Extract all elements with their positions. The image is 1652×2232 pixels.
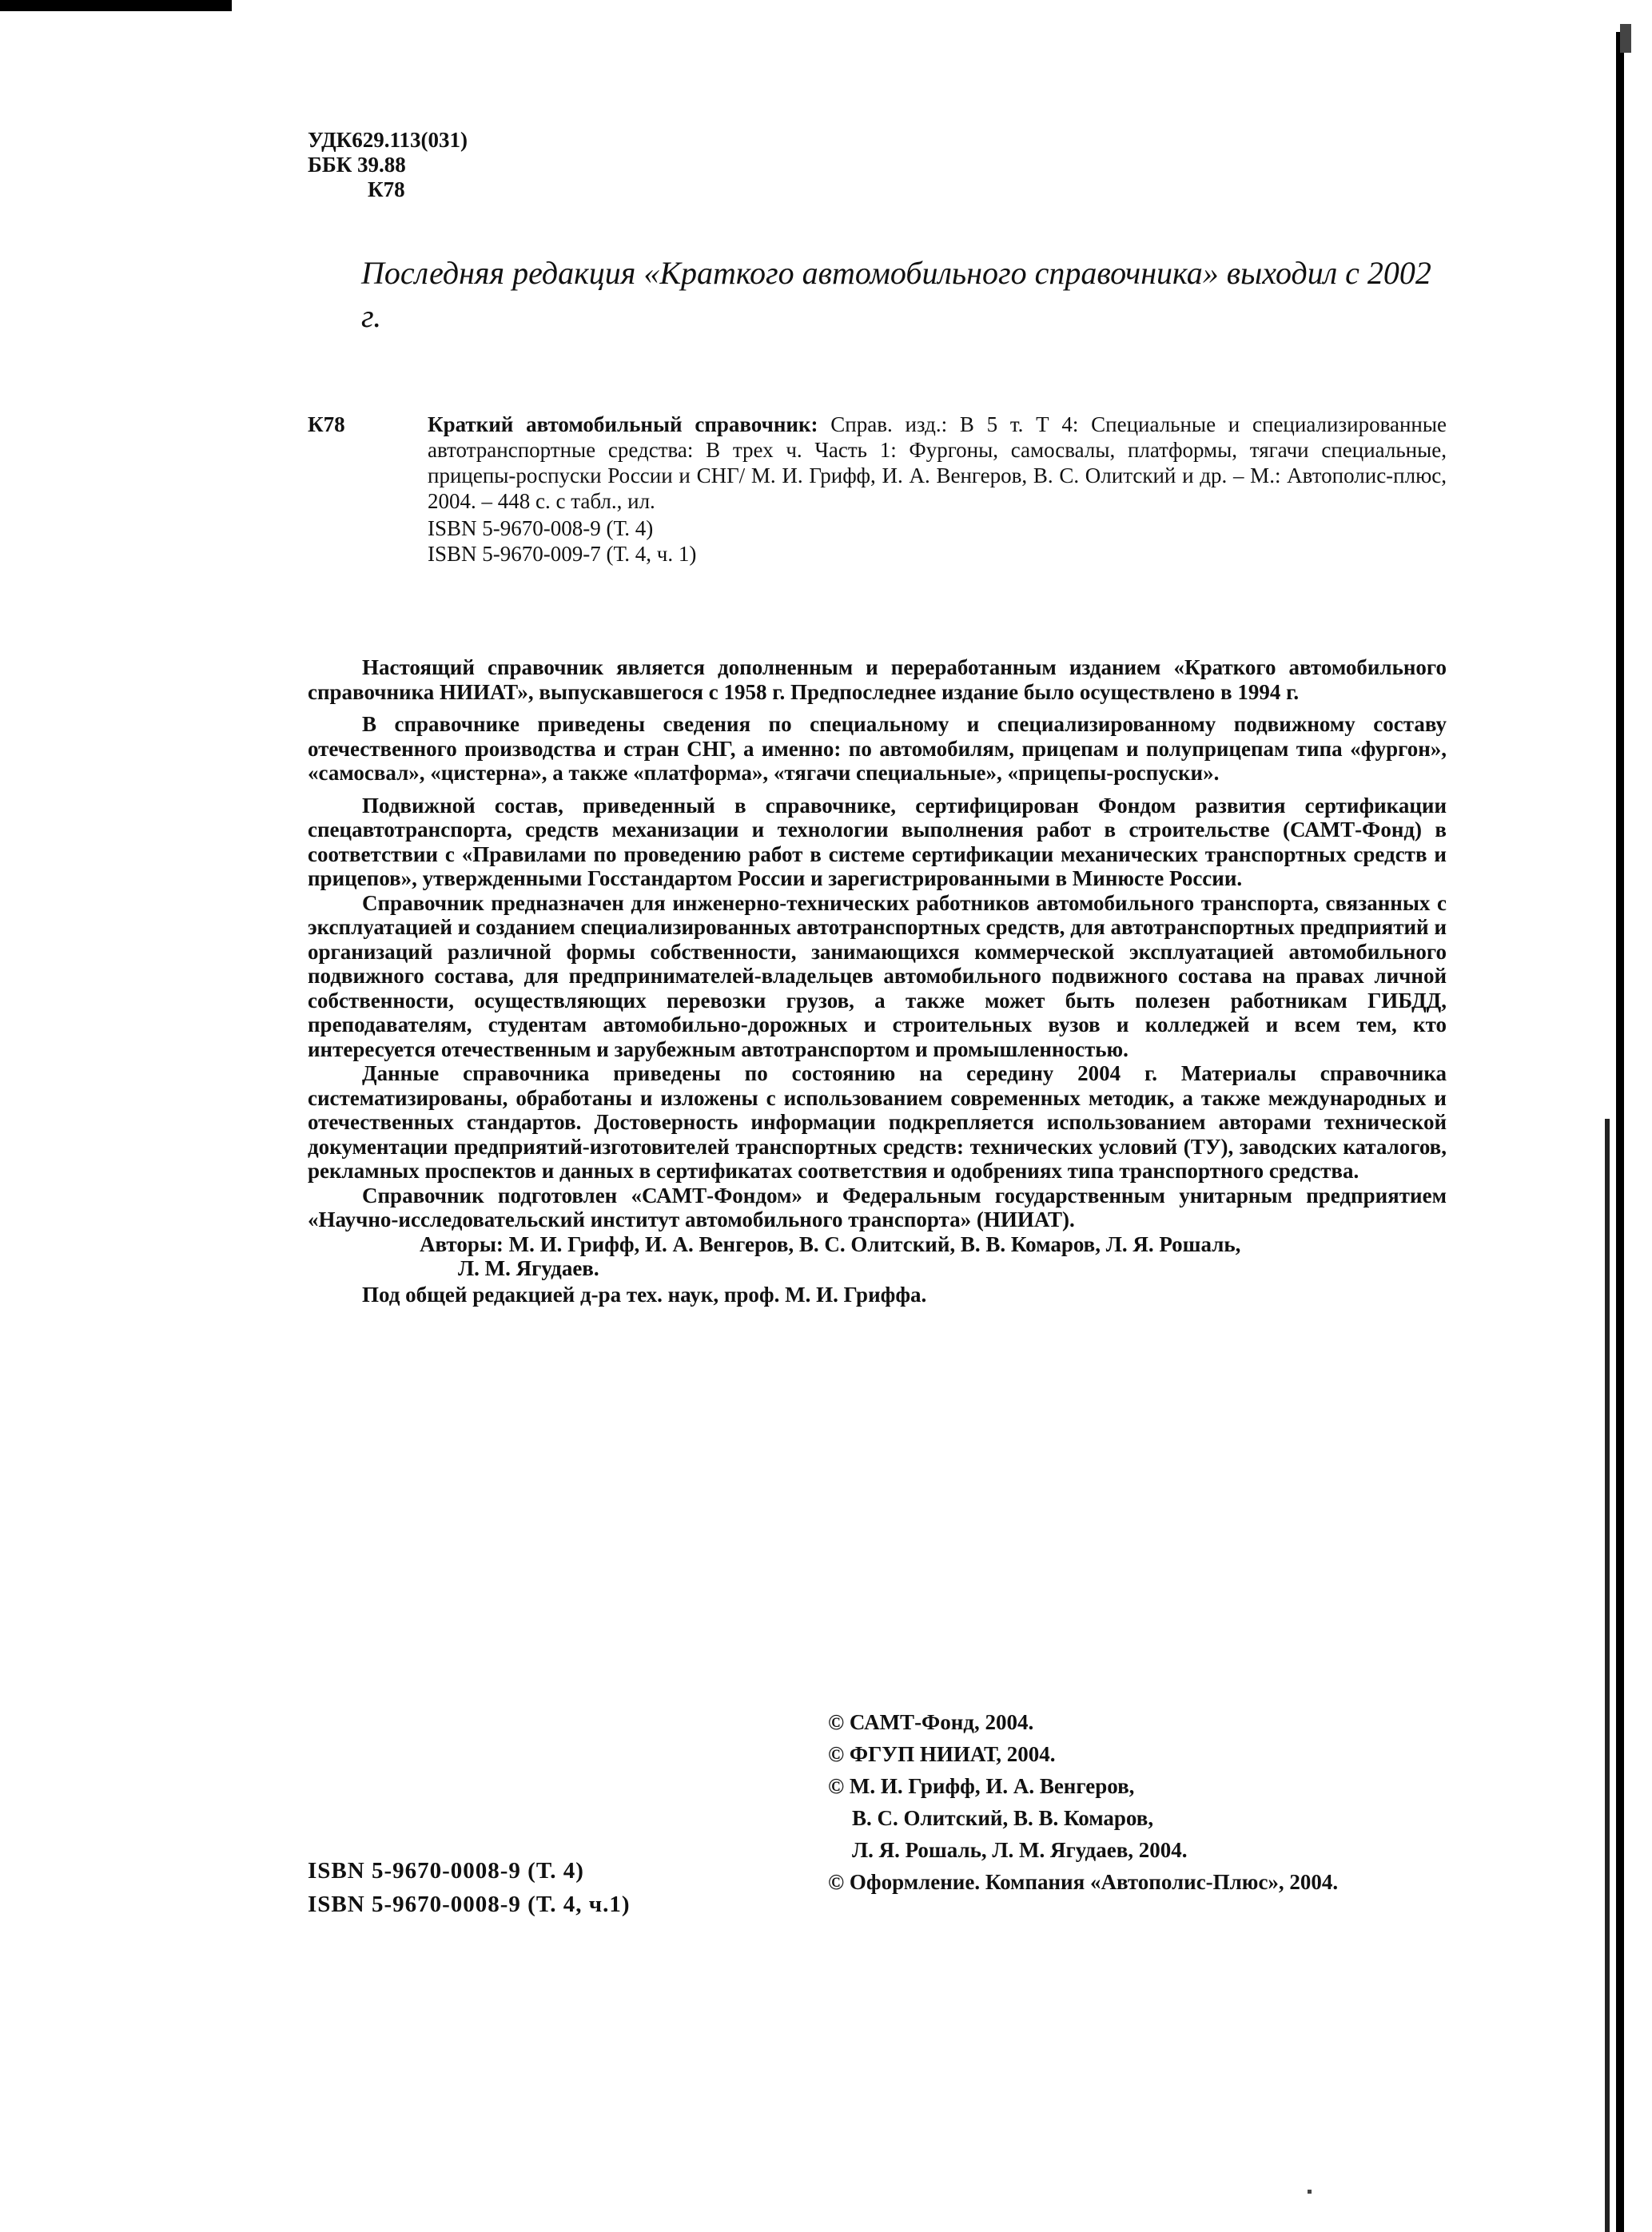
copyright-block [828, 1706, 1338, 1898]
bbk-code: ББК 39.88 [308, 153, 406, 177]
bib-details: Справ. изд.: В 5 т. Т 4: Специальные и специализированные автотранспортные средства: В трех ч. Часть 1: Фургоны, самосвалы, платформы, тягачи специальные, прицепы-роспуски России и СНГ/ М. И. Грифф, И. А. Венгеров, В. С. Олитский и др. – М.: Автополис-плюс, 2004. – 448 с. с табл., ил. [428, 412, 1447, 513]
scan-speck [1620, 24, 1631, 53]
bib-description [428, 412, 1447, 514]
bib-isbn-volume: ISBN 5-9670-008-9 (Т. 4) [428, 516, 654, 540]
paragraph: Справочник подготовлен «САМТ-Фондом» и Федеральным государственным унитарным предприятием «Научно-исследовательский институт автомобильного транспорта» (НИИАТ). [308, 1183, 1447, 1231]
annotation-text [308, 655, 1447, 1307]
paragraph: Подвижной состав, приведенный в справочнике, сертифицирован Фондом развития сертификации спецавтотранспорта, средств механизации и технологии выполнения работ в строительстве (САМТ-Фонд) в соответствии с «Правилами по проведению работ в системе сертификации механических транспортных средств и прицепов», утвержденными Госстандартом России и зарегистрированными в Минюсте России. [308, 793, 1447, 890]
scan-edge-right-inner [1605, 1119, 1610, 2232]
copyright-line: © САМТ-Фонд, 2004. [828, 1710, 1034, 1734]
scan-speck [1308, 2190, 1312, 2194]
copyright-line: В. С. Олитский, В. В. Комаров, [852, 1806, 1154, 1830]
authors-line: Авторы: М. И. Грифф, И. А. Венгеров, В. С. Олитский, В. В. Комаров, Л. Я. Рошаль, [420, 1231, 1241, 1256]
isbn-volume: ISBN 5-9670-0008-9 (Т. 4) [308, 1858, 584, 1884]
authors-line-continued: Л. М. Ягудаев. [458, 1256, 599, 1280]
isbn-block [308, 1854, 631, 1921]
copyright-line: © М. И. Грифф, И. А. Венгеров, [828, 1774, 1135, 1798]
paragraph: Данные справочника приведены по состоянию на середину 2004 г. Материалы справочника систематизированы, обработаны и изложены с использованием современных методик, а также международных и отечественных стандартов. Достоверность информации подкрепляется использованием авторами технической документации предприятий-изготовителей транспортных средств: технических условий (ТУ), заводских каталогов, рекламных проспектов и данных в сертификатах соответствия и одобрениях типа транспортного средства. [308, 1061, 1447, 1183]
scan-edge-right [1616, 32, 1624, 2232]
editor-line: Под общей редакцией д-ра тех. наук, проф. М. И. Гриффа. [362, 1282, 927, 1307]
author-mark: К78 [368, 177, 405, 201]
paragraph: Справочник предназначен для инженерно-технических работников автомобильного транспорта, связанных с эксплуатацией и созданием специализированных автотранспортных средств, для автотранспортных предприятий и организаций различной формы собственности, занимающихся коммерческой эксплуатацией автомобильного подвижного состава, для предпринимателей-владельцев автомобильного подвижного состава на правах личной собственности, осуществляющих перевозки грузов, а также может быть полезен работникам ГИБДД, преподавателям, студентам автомобильно-дорожных и строительных вузов и колледжей и всем тем, кто интересуется отечественным и зарубежным автотранспортом и промышленностью. [308, 890, 1447, 1061]
isbn-part: ISBN 5-9670-0008-9 (Т. 4, ч.1) [308, 1892, 631, 1917]
epigraph: Последняя редакция «Краткого автомобильного справочника» выходил с 2002 г. [361, 255, 1431, 334]
bib-code: К78 [308, 412, 345, 436]
bib-title: Краткий автомобильный справочник: [428, 412, 818, 436]
udk-code: УДК629.113(031) [308, 128, 468, 152]
copyright-line: © Оформление. Компания «Автополис-Плюс», 2004. [828, 1870, 1339, 1894]
scan-edge-top [0, 0, 232, 11]
bibliographic-entry [308, 412, 1447, 567]
copyright-line: © ФГУП НИИАТ, 2004. [828, 1742, 1056, 1766]
classification-block [308, 128, 468, 202]
bib-isbn-part: ISBN 5-9670-009-7 (Т. 4, ч. 1) [428, 542, 697, 566]
copyright-line: Л. Я. Рошаль, Л. М. Ягудаев, 2004. [852, 1838, 1188, 1862]
paragraph: В справочнике приведены сведения по специальному и специализированному подвижному составу отечественного производства и стран СНГ, а именно: по автомобилям, прицепам и полуприцепам типа «фургон», «самосвал», «цистерна», а также «платформа», «тягачи специальные», «прицепы-роспуски». [308, 712, 1447, 785]
paragraph: Настоящий справочник является дополненным и переработанным изданием «Краткого автомобильного справочника НИИАТ», выпускавшегося с 1958 г. Предпоследнее издание было осуществлено в 1994 г. [308, 655, 1447, 704]
